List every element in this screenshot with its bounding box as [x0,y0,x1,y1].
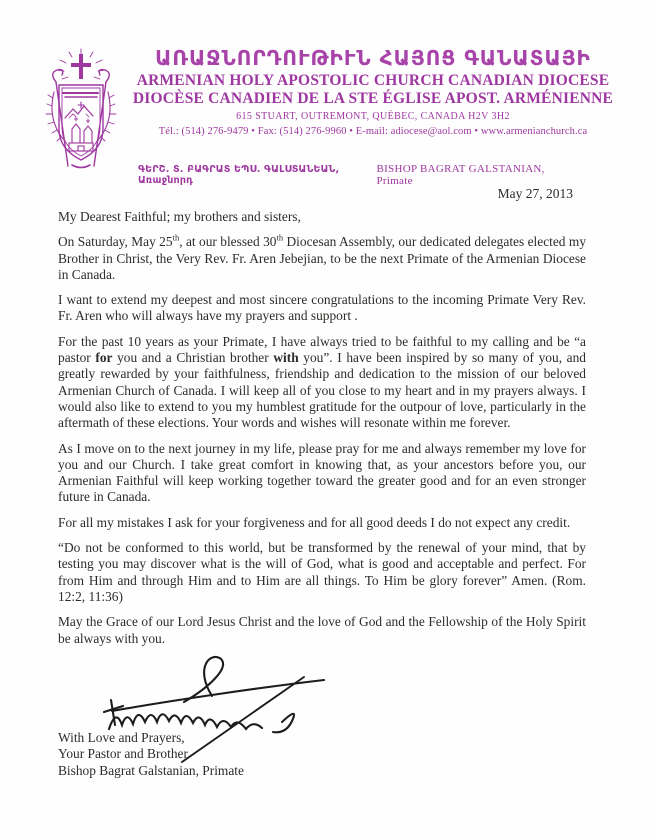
diocese-crest-icon [42,48,120,174]
english-title: ARMENIAN HOLY APOSTOLIC CHURCH CANADIAN DIOCESE [136,72,610,89]
french-title: DIOCÈSE CANADIEN DE LA STE ÉGLISE APOST. ARMÉNIENNE [132,90,614,107]
primate-line [138,163,567,187]
paragraph-text: On Saturday, May 25 [58,234,173,250]
paragraph-text: Diocesan Assembly, our dedicated delegates elected my Brother in Christ, the Very Rev. Fr. Aren Jebejian, to be the next Primate of the Armenian Diocese in Canada. [58,234,587,282]
paragraph-text: you”. I have been inspired by so many of you, and greatly rewarded by your faithfulness, friendship and dedication to the mission of our beloved Armenian Church of Canada. I will keep all of you close to my heart and in my prayers always. I would also like to extend to you my humblest gratitude for the outpour of love, particularly in the aftermath of these elections. Your words and wishes will resonate within me forever. [58,350,587,431]
closing-line: With Love and Prayers, [58,729,185,745]
primate-name-english: BISHOP BAGRAT GALSTANIAN, Primate [376,163,545,187]
ordinal-suffix: th [276,232,284,243]
letter-body [58,209,586,779]
salutation: My Dearest Faithful; my brothers and sisters, [58,209,301,224]
paragraph-text: , at our blessed 30 [179,234,277,250]
ordinal-suffix: th [172,232,180,243]
paragraph-journey: As I move on to the next journey in my life, please pray for me and always remember my love for you and our Church. I take great comfort in knowing that, as your ancestors before you, our Armenian Faithful will keep working together toward the greater good and for an even stronger future in Canada. [58,440,586,505]
paragraph-congratulations: I want to extend my deepest and most sincere congratulations to the incoming Primate Very Rev. Fr. Aren who will always have my prayers and support . [58,292,586,324]
armenian-title: ԱՌԱՋՆՈՐԴՈՒԹԻՒՆ ՀԱՅՈՑ ԳԱՆԱՏԱՅԻ [155,46,591,70]
paragraph-text: For the past 10 years as your Primate, I have always tried to be faithful to my calling and be “a pastor [58,333,586,366]
paragraph-pastor [58,334,586,432]
paragraph-text: you and a Christian brother [112,350,274,366]
letterhead [42,46,620,186]
paragraph-grace: May the Grace of our Lord Jesus Christ and the love of God and the Fellowship of the Holy Spirit be always with you. [58,614,586,646]
signature-icon [96,650,334,766]
contact-line: Tél.: (514) 276-9479 • Fax: (514) 276-9960 • E-mail: adiocese@aol.com • www.armenianchurch.ca [158,126,588,137]
signature-area [58,656,586,730]
closing-line: Your Pastor and Brother [58,746,188,762]
emphasized-word: for [95,350,113,366]
letterhead-text [126,46,620,138]
primate-name-armenian: ԳԵՐՇ. Տ. ԲԱԳՐԱՏ ԵՊՍ. ԳԱԼՍՏԱՆԵԱՆ, Առաջնորդ [138,164,340,186]
emphasized-word: with [273,350,299,366]
letter-date: May 27, 2013 [497,186,573,201]
address-line: 615 STUART, OUTREMONT, QUÉBEC, CANADA H2V 3H2 [236,111,510,122]
closing-line-signatory: Bishop Bagrat Galstanian, Primate [58,762,244,778]
paragraph-assembly [58,234,586,283]
paragraph-forgiveness: For all my mistakes I ask for your forgiveness and for all good deeds I do not expect any credit. [58,514,571,530]
paragraph-scripture-quote: “Do not be conformed to this world, but be transformed by the renewal of your mind, that by testing you may discover what is the will of God, what is good and acceptable and perfect. For from Him and through Him and to Him are all things. To Him be glory forever” Amen. (Rom. 12:2, 11:36) [58,540,586,604]
